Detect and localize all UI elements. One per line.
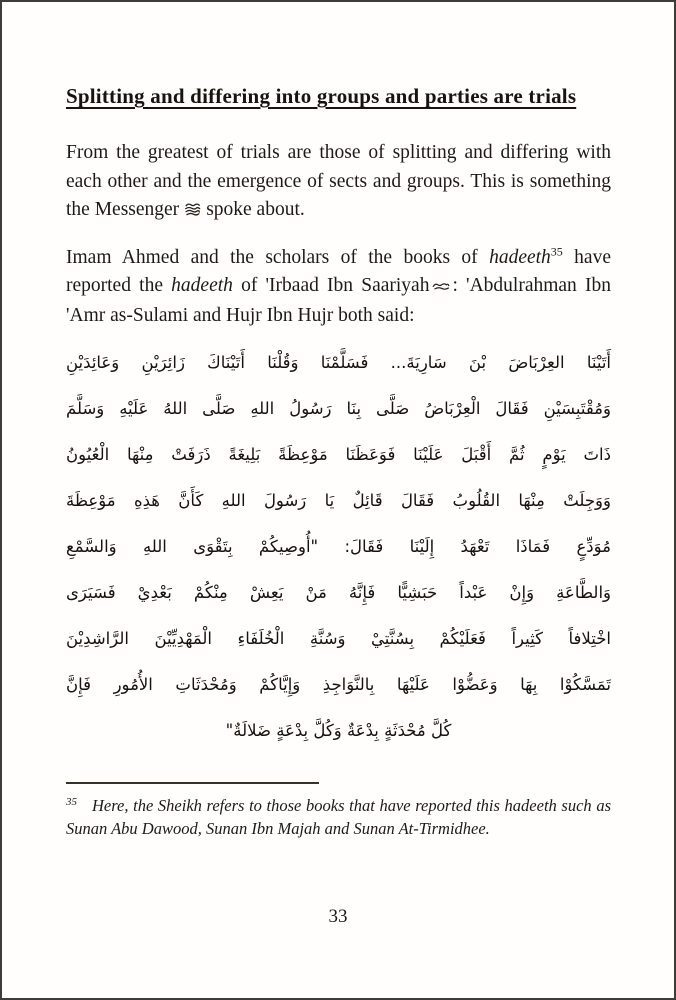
hadeeth-italic-term: hadeeth [171,275,233,296]
radiyallahu-anhu-icon [432,273,450,302]
narration-text-1: Imam Ahmed and the scholars of the books of [66,246,490,268]
arabic-hadeeth-quote [66,340,611,754]
arabic-line: ذَاتَ يَوْمٍ ثُمَّ أَقْبَلَ عَلَيْنَا فَوَعَظَنَا مَوْعِظَةً بَلِيغَةً ذَرَفَتْ مِنْهَا الْعُيُونُ [66,445,611,464]
narration-text-4: : 'Abdulrahman Ibn 'Amr as-Sulami and Hujr Ibn Hujr both said: [66,275,611,326]
arabic-line: تَمَسَّكُوْا بِهَا وَعَضُّوْا عَلَيْهَا بِالنَّوَاجِذِ وَإِيَّاكُمْ وَمُحْدَثَاتِ الأُمُورِ فَإِنَّ [66,675,611,694]
intro-text-before: From the greatest of trials are those of splitting and differing with each other and the emergence of sects and groups. This is something the Messenger [66,142,611,220]
footnote [66,794,611,840]
arabic-line: مُوَدِّعٍ فَمَاذَا تَعْهَدُ إِلَيْنَا فَقَالَ: "أُوصِيكُمْ بِتَقْوَى اللهِ وَالسَّمْعِ [66,537,611,556]
arabic-line: وَالطَّاعَةِ وَإِنْ عَبْداً حَبَشِيًّا فَإِنَّهُ مَنْ يَعِشْ مِنْكُمْ بَعْدِيْ فَسَيَرَى [66,583,611,602]
footnote-divider [66,782,319,784]
narration-text-2: have reported the [66,246,611,296]
narration-text-3: of 'Irbaad Ibn Saariyah [232,275,430,296]
sallallahu-alayhi-wa-sallam-icon [184,199,201,228]
arabic-line: وَوَجِلَتْ مِنْهَا القُلُوبُ فَقَالَ قَائِلٌ يَا رَسُولَ اللهِ كَأَنَّ هَذِهِ مَوْعِظَةَ [66,491,611,510]
paragraph-intro [66,139,611,228]
intro-text-after: spoke about. [206,199,305,220]
arabic-line: أَتَيْنَا العِرْبَاضَ بْنَ سَارِيَةَ... فَسَلَّمْنَا وَقُلْنَا أَتَيْنَاكَ زَائِرَيْنِ وَعَائِدَيْنِ [66,353,611,372]
paragraph-narration [66,244,611,331]
section-heading: Splitting and differing into groups and parties are trials [66,84,577,108]
hadeeth-italic-term: hadeeth [489,246,551,268]
page-content [2,2,674,840]
arabic-line: اخْتِلافاً كَثِيراً فَعَلَيْكُمْ بِسُنَّتِيْ وَسُنَّةِ الْخُلَفَاءِ الْمَهْدِيِّيْنَ الرَّاشِدِيْنَ [66,629,611,648]
arabic-line: وَمُقْتَبِسَيْنِ فَقَالَ الْعِرْبَاضُ صَلَّى بِنَا رَسُولُ اللهِ صَلَّى اللهُ عَلَيْهِ وَسَلَّمَ [66,399,611,418]
footnote-text: Here, the Sheikh refers to those books that have reported this hadeeth such as Sunan Abu Dawood, Sunan Ibn Majah and Sunan At-Tirmidhee. [66,796,611,838]
footnote-marker: 35 [66,795,77,808]
page-number: 33 [328,906,348,927]
footnote-reference: 35 [550,244,563,258]
arabic-line: كُلَّ مُحْدَثَةٍ بِدْعَةٌ وَكُلَّ بِدْعَةٍ ضَلالَةٌ" [225,721,452,740]
